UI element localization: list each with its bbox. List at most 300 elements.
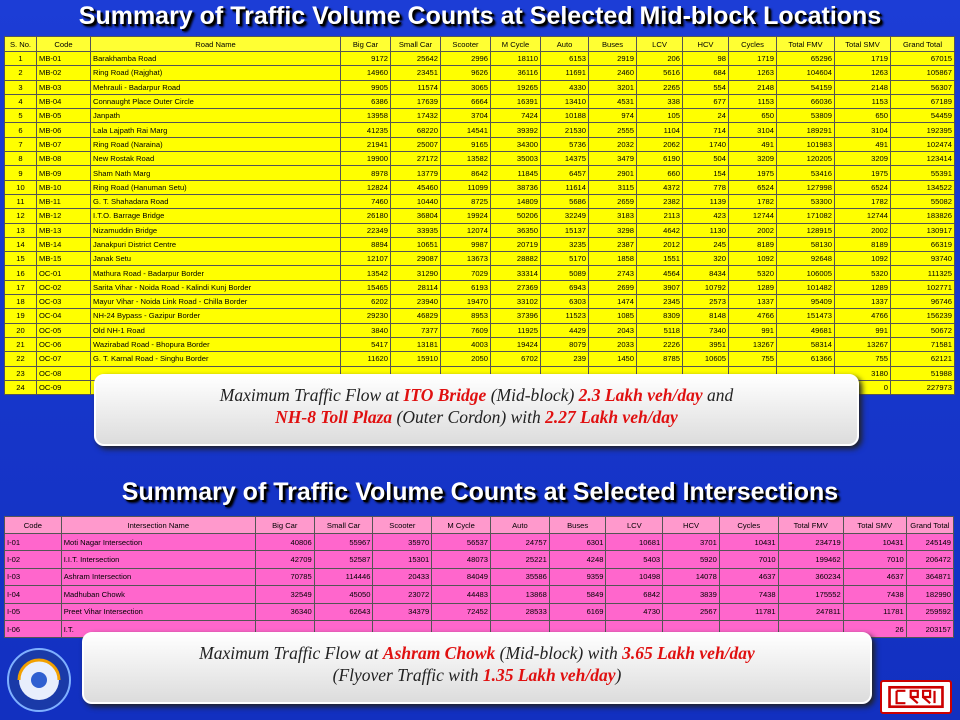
table-cell: 320 (683, 252, 729, 266)
table-cell: 19924 (441, 209, 491, 223)
table-cell: 2226 (637, 337, 683, 351)
table-cell: 10792 (683, 280, 729, 294)
table-cell: 3201 (589, 80, 637, 94)
table-cell: 15301 (373, 551, 432, 568)
table-cell: 123414 (891, 152, 955, 166)
table-cell: 42709 (255, 551, 314, 568)
table-cell: 2567 (663, 603, 720, 620)
table-cell: 8189 (729, 237, 777, 251)
table-cell: 2062 (637, 137, 683, 151)
table-cell: 189291 (777, 123, 835, 137)
column-header: Grand Total (891, 37, 955, 52)
table-cell: 2659 (589, 194, 637, 208)
column-header: Big Car (341, 37, 391, 52)
table-cell: 8 (5, 152, 37, 166)
table-cell: 1153 (729, 94, 777, 108)
table-cell: 65296 (777, 52, 835, 66)
table-cell: 5736 (541, 137, 589, 151)
table-cell: Preet Vihar Intersection (61, 603, 255, 620)
table-cell: 134522 (891, 180, 955, 194)
table-cell: 6457 (541, 166, 589, 180)
table-cell: I-04 (5, 586, 62, 603)
table-cell: 11691 (541, 66, 589, 80)
table-cell: 12074 (441, 223, 491, 237)
table-cell: 1975 (729, 166, 777, 180)
table-cell: 3235 (541, 237, 589, 251)
column-header: LCV (606, 517, 663, 534)
table-cell: 0 (835, 380, 891, 394)
table-cell: 2050 (441, 352, 491, 366)
table-cell: 70785 (255, 568, 314, 585)
table-cell: Nizamuddin Bridge (91, 223, 341, 237)
table-cell: 1263 (835, 66, 891, 80)
table-row (5, 66, 955, 80)
table-cell: 130917 (891, 223, 955, 237)
table-cell: 684 (683, 66, 729, 80)
table-row (5, 295, 955, 309)
table-cell: MB-07 (37, 137, 91, 151)
table-cell: 14960 (341, 66, 391, 80)
table-cell: 55967 (314, 534, 373, 551)
table-cell: 27369 (491, 280, 541, 294)
table-cell: 14 (5, 237, 37, 251)
table-cell: 6190 (637, 152, 683, 166)
table-cell: 106005 (777, 266, 835, 280)
table-cell: 104604 (777, 66, 835, 80)
table-cell: 18110 (491, 52, 541, 66)
table-cell: 10498 (606, 568, 663, 585)
table-cell: 25221 (491, 551, 550, 568)
column-header: Buses (549, 517, 606, 534)
table-cell: 650 (729, 109, 777, 123)
table-cell: 53809 (777, 109, 835, 123)
table-cell: 33314 (491, 266, 541, 280)
table-cell: 54459 (891, 109, 955, 123)
table-cell: 12824 (341, 180, 391, 194)
table-cell: 6386 (341, 94, 391, 108)
column-header: S. No. (5, 37, 37, 52)
table-cell: MB-03 (37, 80, 91, 94)
table-cell: 1337 (835, 295, 891, 309)
table-cell: 2382 (637, 194, 683, 208)
table-cell: 9165 (441, 137, 491, 151)
table-cell: 67015 (891, 52, 955, 66)
table-cell: 15910 (391, 352, 441, 366)
column-header: Buses (589, 37, 637, 52)
table-cell: Moti Nagar Intersection (61, 534, 255, 551)
column-header: Auto (541, 37, 589, 52)
table-cell: 3907 (637, 280, 683, 294)
table-cell: 51988 (891, 366, 955, 380)
table-cell: 677 (683, 94, 729, 108)
table-cell: 2345 (637, 295, 683, 309)
table-cell: 67189 (891, 94, 955, 108)
table-cell: 151473 (777, 309, 835, 323)
table-cell: 98 (683, 52, 729, 66)
table-cell: OC-09 (37, 380, 91, 394)
table-cell: 6303 (541, 295, 589, 309)
table-cell: OC-08 (37, 366, 91, 380)
table-cell: 21941 (341, 137, 391, 151)
table-cell: MB-13 (37, 223, 91, 237)
table-cell: 10188 (541, 109, 589, 123)
table-cell: G. T. Shahadara Road (91, 194, 341, 208)
table-cell: 35970 (373, 534, 432, 551)
table-cell: 12 (5, 209, 37, 223)
table-cell: OC-05 (37, 323, 91, 337)
table-cell: 259592 (906, 603, 953, 620)
table-cell: Ashram Intersection (61, 568, 255, 585)
table-cell: OC-07 (37, 352, 91, 366)
callout-highlight: 2.27 Lakh veh/day (545, 407, 678, 427)
callout-text: (Outer Cordon) with (392, 407, 546, 427)
table-row (5, 551, 954, 568)
table-cell: 199462 (778, 551, 843, 568)
table-cell: 2460 (589, 66, 637, 80)
table-row (5, 534, 954, 551)
callout-text: ) (615, 665, 622, 685)
table-cell: 5849 (549, 586, 606, 603)
table-cell: Sarita Vihar - Noida Road - Kalindi Kunj Border (91, 280, 341, 294)
table-cell: Connaught Place Outer Circle (91, 94, 341, 108)
table-cell: 12107 (341, 252, 391, 266)
table-cell: 23940 (391, 295, 441, 309)
table-cell: 4730 (606, 603, 663, 620)
table-cell: 192395 (891, 123, 955, 137)
column-header: Code (5, 517, 62, 534)
column-header: Code (37, 37, 91, 52)
table-cell: 1092 (729, 252, 777, 266)
table-cell: 3479 (589, 152, 637, 166)
table-cell: 68220 (391, 123, 441, 137)
table-cell: 22349 (341, 223, 391, 237)
table-cell: 32249 (541, 209, 589, 223)
table-cell: 20719 (491, 237, 541, 251)
table-cell: MB-02 (37, 66, 91, 80)
table-cell: 7010 (843, 551, 906, 568)
table-cell: 364871 (906, 568, 953, 585)
table-cell: 5920 (663, 551, 720, 568)
table-cell: 13 (5, 223, 37, 237)
table-cell: 8725 (441, 194, 491, 208)
table-cell: 491 (835, 137, 891, 151)
table-cell: 8434 (683, 266, 729, 280)
table-cell: 13267 (835, 337, 891, 351)
table-cell: 29230 (341, 309, 391, 323)
table-cell: 101482 (777, 280, 835, 294)
table-cell: 2032 (589, 137, 637, 151)
table-row (5, 252, 955, 266)
table-cell: 21 (5, 337, 37, 351)
callout-text: Maximum Traffic Flow at (219, 385, 404, 405)
table-cell: 10431 (843, 534, 906, 551)
intersections-title: Summary of Traffic Volume Counts at Selected Intersections (121, 478, 839, 506)
table-cell: 6524 (729, 180, 777, 194)
table-cell: 10440 (391, 194, 441, 208)
table-cell: 14078 (663, 568, 720, 585)
table-cell: 7438 (719, 586, 778, 603)
table-cell: 19900 (341, 152, 391, 166)
table-cell: 1289 (729, 280, 777, 294)
table-cell: 1740 (683, 137, 729, 151)
table-row (5, 94, 955, 108)
table-cell: 2265 (637, 80, 683, 94)
table-cell: 53300 (777, 194, 835, 208)
table-cell: MB-08 (37, 152, 91, 166)
table-cell: 7 (5, 137, 37, 151)
table-cell: 25007 (391, 137, 441, 151)
table-cell: 491 (729, 137, 777, 151)
table-cell: 2 (5, 66, 37, 80)
table-cell: 48073 (432, 551, 491, 568)
table-cell: 203157 (906, 620, 953, 637)
table-cell: 206 (637, 52, 683, 66)
table-cell: 62643 (314, 603, 373, 620)
table-cell: 11523 (541, 309, 589, 323)
table-row (5, 323, 955, 337)
table-cell: 8894 (341, 237, 391, 251)
table-cell: 17432 (391, 109, 441, 123)
table-cell: 3704 (441, 109, 491, 123)
table-cell: 10 (5, 180, 37, 194)
table-cell: 92648 (777, 252, 835, 266)
table-cell: 53416 (777, 166, 835, 180)
table-cell: 13542 (341, 266, 391, 280)
table-cell: 34300 (491, 137, 541, 151)
table-cell: MB-10 (37, 180, 91, 194)
table-row (5, 352, 955, 366)
table-cell: 29087 (391, 252, 441, 266)
table-cell: 114446 (314, 568, 373, 585)
midblock-callout (94, 374, 859, 446)
table-cell: 24757 (491, 534, 550, 551)
table-cell: 7424 (491, 109, 541, 123)
table-cell: OC-01 (37, 266, 91, 280)
table-cell: 66036 (777, 94, 835, 108)
table-cell: NH-24 Bypass - Gazipur Border (91, 309, 341, 323)
table-cell: 1337 (729, 295, 777, 309)
column-header: M Cycle (491, 37, 541, 52)
table-cell: 7010 (719, 551, 778, 568)
table-row (5, 52, 955, 66)
table-cell: 61366 (777, 352, 835, 366)
table-cell: 1130 (683, 223, 729, 237)
column-header: HCV (663, 517, 720, 534)
table-cell: 120205 (777, 152, 835, 166)
table-cell: 111325 (891, 266, 955, 280)
table-cell: I-05 (5, 603, 62, 620)
table-cell: 19424 (491, 337, 541, 351)
table-row (5, 180, 955, 194)
table-cell: 1782 (835, 194, 891, 208)
column-header: Big Car (255, 517, 314, 534)
table-cell: 66319 (891, 237, 955, 251)
table-cell: Janpath (91, 109, 341, 123)
table-cell: Barakhamba Road (91, 52, 341, 66)
table-cell: 9987 (441, 237, 491, 251)
table-cell: 8785 (637, 352, 683, 366)
table-cell: 4330 (541, 80, 589, 94)
table-cell: 182990 (906, 586, 953, 603)
table-cell: 171082 (777, 209, 835, 223)
table-cell: Ring Road (Naraina) (91, 137, 341, 151)
table-cell: 2555 (589, 123, 637, 137)
table-cell: 58314 (777, 337, 835, 351)
table-cell: 35586 (491, 568, 550, 585)
table-cell: 3701 (663, 534, 720, 551)
table-cell: 245149 (906, 534, 953, 551)
table-cell: 239 (541, 352, 589, 366)
table-cell: MB-15 (37, 252, 91, 266)
table-cell: 16 (5, 266, 37, 280)
table-cell: 6169 (549, 603, 606, 620)
table-cell: 4637 (719, 568, 778, 585)
callout-text: (Mid-block) (486, 385, 579, 405)
table-cell: 10681 (606, 534, 663, 551)
table-cell: 36350 (491, 223, 541, 237)
table-cell: 128915 (777, 223, 835, 237)
table-cell: Old NH-1 Road (91, 323, 341, 337)
callout-highlight: Ashram Chowk (382, 643, 496, 663)
table-cell: 778 (683, 180, 729, 194)
table-cell: 13779 (391, 166, 441, 180)
table-cell: 974 (589, 109, 637, 123)
table-cell: OC-02 (37, 280, 91, 294)
table-cell: 6 (5, 123, 37, 137)
table-cell: 20 (5, 323, 37, 337)
table-cell: 19265 (491, 80, 541, 94)
table-cell: 41235 (341, 123, 391, 137)
table-cell: 49681 (777, 323, 835, 337)
table-cell: 26 (843, 620, 906, 637)
table-cell: 554 (683, 80, 729, 94)
table-cell: 2919 (589, 52, 637, 66)
table-cell: Mathura Road - Badarpur Border (91, 266, 341, 280)
table-cell: 227973 (891, 380, 955, 394)
table-cell: 10605 (683, 352, 729, 366)
table-cell: MB-06 (37, 123, 91, 137)
table-cell: 24 (5, 380, 37, 394)
table-cell: 15137 (541, 223, 589, 237)
table-cell: 58130 (777, 237, 835, 251)
table-cell: 6153 (541, 52, 589, 66)
column-header: Total SMV (843, 517, 906, 534)
table-cell: 650 (835, 109, 891, 123)
column-header: Scooter (373, 517, 432, 534)
table-cell: 1104 (637, 123, 683, 137)
table-cell: 36804 (391, 209, 441, 223)
table-cell: 156239 (891, 309, 955, 323)
table-cell: 17639 (391, 94, 441, 108)
table-cell: I.T.O. Barrage Bridge (91, 209, 341, 223)
table-cell: 55391 (891, 166, 955, 180)
table-cell: 1719 (729, 52, 777, 66)
table-cell: 1782 (729, 194, 777, 208)
table-cell: 95409 (777, 295, 835, 309)
callout-highlight: 3.65 Lakh veh/day (622, 643, 755, 663)
table-cell: 15465 (341, 280, 391, 294)
column-header: Cycles (729, 37, 777, 52)
table-cell: Janakpuri District Centre (91, 237, 341, 251)
table-cell: 6301 (549, 534, 606, 551)
table-cell: 9905 (341, 80, 391, 94)
table-cell: 4 (5, 94, 37, 108)
table-cell: 8189 (835, 237, 891, 251)
table-cell: 37396 (491, 309, 541, 323)
table-cell: Mayur Vihar - Noida Link Road - Chilla Border (91, 295, 341, 309)
table-cell: 8148 (683, 309, 729, 323)
table-row (5, 568, 954, 585)
table-cell: 50672 (891, 323, 955, 337)
table-cell: 9 (5, 166, 37, 180)
table-cell: 5089 (541, 266, 589, 280)
table-cell: 9172 (341, 52, 391, 66)
table-cell: 4372 (637, 180, 683, 194)
table-cell: 13181 (391, 337, 441, 351)
table-cell: 2387 (589, 237, 637, 251)
table-cell: 7460 (341, 194, 391, 208)
table-cell: 2002 (835, 223, 891, 237)
table-cell: 3839 (663, 586, 720, 603)
table-cell: 23072 (373, 586, 432, 603)
table-cell: 11614 (541, 180, 589, 194)
table-cell: 36116 (491, 66, 541, 80)
column-header: Road Name (91, 37, 341, 52)
table-cell: 5417 (341, 337, 391, 351)
table-cell: 4766 (729, 309, 777, 323)
table-cell: OC-03 (37, 295, 91, 309)
table-cell: 2012 (637, 237, 683, 251)
table-cell: 14375 (541, 152, 589, 166)
table-cell: 3209 (835, 152, 891, 166)
table-cell: 45460 (391, 180, 441, 194)
table-cell: 3104 (729, 123, 777, 137)
table-cell: I-06 (5, 620, 62, 637)
table-cell: 28533 (491, 603, 550, 620)
table-cell: 6664 (441, 94, 491, 108)
table-cell: 7029 (441, 266, 491, 280)
table-cell: 13410 (541, 94, 589, 108)
table-cell: 9359 (549, 568, 606, 585)
table-cell: 1975 (835, 166, 891, 180)
table-cell: 35003 (491, 152, 541, 166)
table-cell: 6842 (606, 586, 663, 603)
table-cell: 12744 (835, 209, 891, 223)
table-cell: 28882 (491, 252, 541, 266)
table-cell: 26180 (341, 209, 391, 223)
table-cell: 36340 (255, 603, 314, 620)
table-cell: 34379 (373, 603, 432, 620)
table-cell: 3209 (729, 152, 777, 166)
table-cell: 5320 (729, 266, 777, 280)
table-cell: 3298 (589, 223, 637, 237)
table-cell: 2573 (683, 295, 729, 309)
table-cell: 56307 (891, 80, 955, 94)
intersections-table (4, 516, 954, 638)
table-cell: 1719 (835, 52, 891, 66)
table-cell: 33102 (491, 295, 541, 309)
table-cell: I-01 (5, 534, 62, 551)
table-cell: MB-12 (37, 209, 91, 223)
midblock-title: Summary of Traffic Volume Counts at Selected Mid-block Locations (78, 2, 882, 30)
table-cell: 101983 (777, 137, 835, 151)
table-cell: I.I.T. Intersection (61, 551, 255, 568)
table-cell: 5686 (541, 194, 589, 208)
table-cell: I-02 (5, 551, 62, 568)
table-cell: 7438 (843, 586, 906, 603)
table-cell: 1139 (683, 194, 729, 208)
column-header: Auto (491, 517, 550, 534)
